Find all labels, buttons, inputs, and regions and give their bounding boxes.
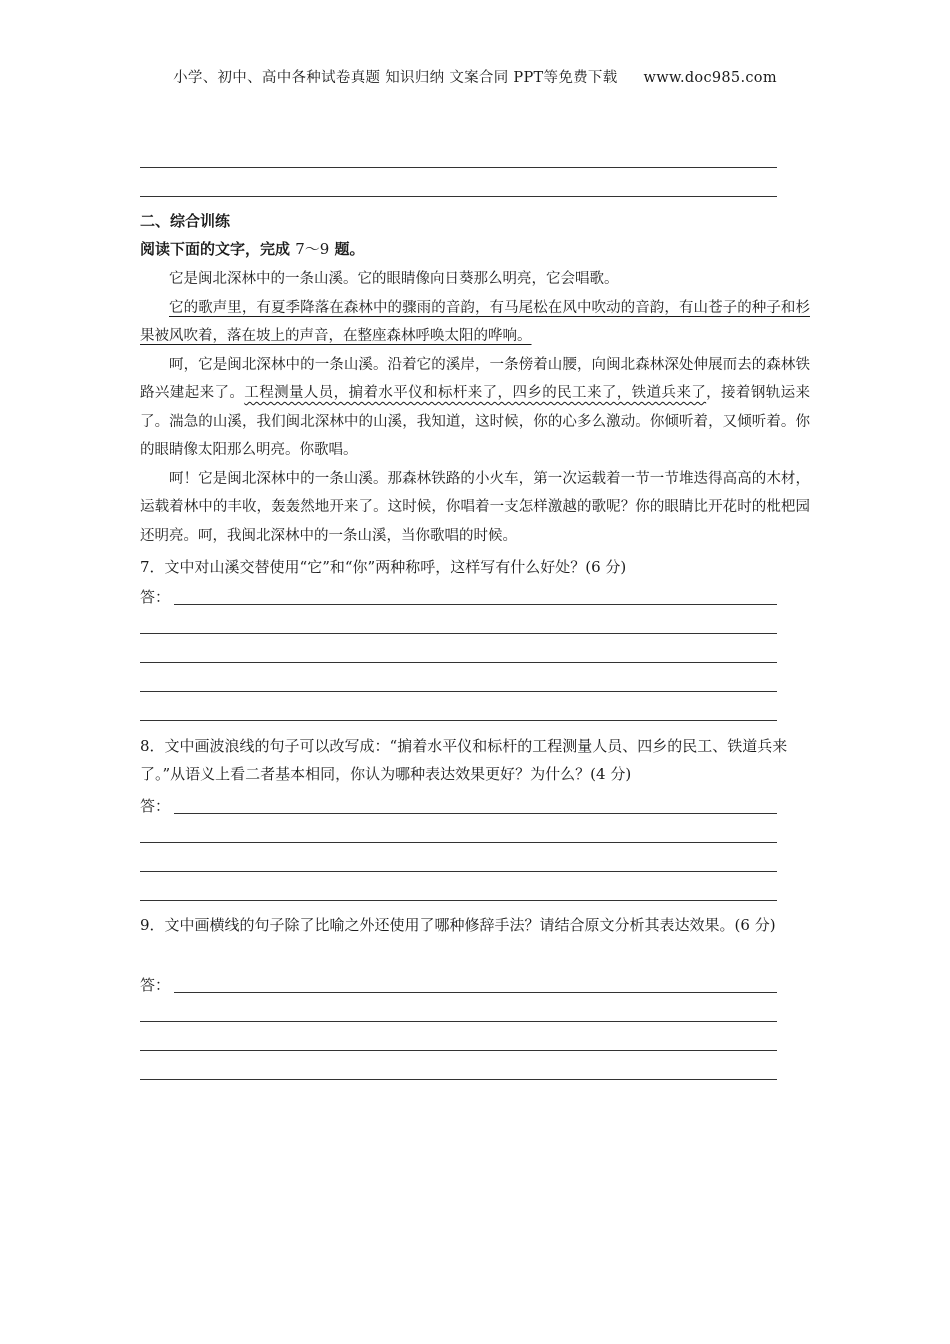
instruction-post: 题。 (329, 240, 365, 258)
page-header (0, 66, 950, 87)
wavy-sentence: 工程测量人员，掮着水平仪和标杆来了，四乡的民工来了，铁道兵来了 (244, 385, 707, 401)
question-7: 7．文中对山溪交替使用“它”和“你”两种称呼，这样写有什么好处？(6 分) (140, 558, 627, 576)
answer-line-9[interactable] (140, 1021, 777, 1022)
answer-line (140, 196, 777, 197)
header-text: 小学、初中、高中各种试卷真题 知识归纳 文案合同 PPT等免费下载 (173, 70, 618, 86)
answer-label-8: 答： (140, 797, 171, 815)
section-instruction (140, 235, 810, 263)
answer-line-7[interactable] (140, 633, 777, 634)
answer-line-7[interactable] (140, 720, 777, 721)
passage-paragraph-4: 呵！它是闽北深林中的一条山溪。那森林铁路的小火车，第一次运载着一节一节堆迭得高高的木材，运载着林中的丰收，轰轰然地开来了。这时候，你唱着一支怎样激越的歌呢？你的眼睛比开花时的枇杷园还明亮。呵，我闽北深林中的一条山溪，当你歌唱的时候。 (140, 470, 810, 544)
answer-line-8[interactable] (140, 871, 777, 872)
passage-paragraph-1: 它是闽北深林中的一条山溪。它的眼睛像向日葵那么明亮，它会唱歌。 (169, 271, 619, 287)
answer-line-7[interactable] (140, 662, 777, 663)
instruction-pre: 阅读下面的文字，完成 (140, 240, 296, 258)
answer-line-8[interactable] (140, 900, 777, 901)
answer-line-8-first[interactable] (174, 813, 777, 814)
underlined-sentence: 它的歌声里，有夏季降落在森林中的骤雨的音韵，有马尾松在风中吹动的音韵，有山苍子的种子和杉果被风吹着，落在坡上的声音，在整座森林呼唤太阳的哗响。 (140, 299, 810, 344)
answer-line-8[interactable] (140, 842, 777, 843)
answer-line-9-first[interactable] (174, 992, 777, 993)
answer-line (140, 167, 777, 168)
answer-line-9[interactable] (140, 1079, 777, 1080)
passage-paragraph-2 (140, 294, 810, 351)
question-8: 8．文中画波浪线的句子可以改写成：“掮着水平仪和标杆的工程测量人员、四乡的民工、铁道兵来了。”从语义上看二者基本相同，你认为哪种表达效果更好？为什么？(4 分) (140, 737, 788, 783)
answer-label-9: 答： (140, 976, 171, 994)
instruction-num: 7～9 (295, 240, 330, 258)
answer-line-9[interactable] (140, 1050, 777, 1051)
question-9: 9．文中画横线的句子除了比喻之外还使用了哪种修辞手法？请结合原文分析其表达效果。(6 分) (140, 916, 776, 934)
reading-passage (140, 265, 810, 550)
section-title: 二、综合训练 (140, 212, 231, 230)
passage-paragraph-3 (140, 351, 810, 465)
p3-part-a: 呵，它是闽北深林中的一条山溪。沿着它的溪岸，一条傍着山腰，向闽北森林深处伸展而去的森林铁路兴建起来了。 (140, 356, 810, 401)
p3-part-b: ，接着钢轨运来了。湍急的山溪，我们闽北深林中的山溪，我知道，这时候，你的心多么激动。你倾听着，又倾听着。你的眼睛像太阳那么明亮。你歌唱。 (140, 385, 811, 458)
answer-label-7: 答： (140, 588, 171, 606)
answer-line-7-first[interactable] (174, 604, 777, 605)
answer-line-7[interactable] (140, 691, 777, 692)
header-site: www.doc985.com (643, 70, 777, 86)
